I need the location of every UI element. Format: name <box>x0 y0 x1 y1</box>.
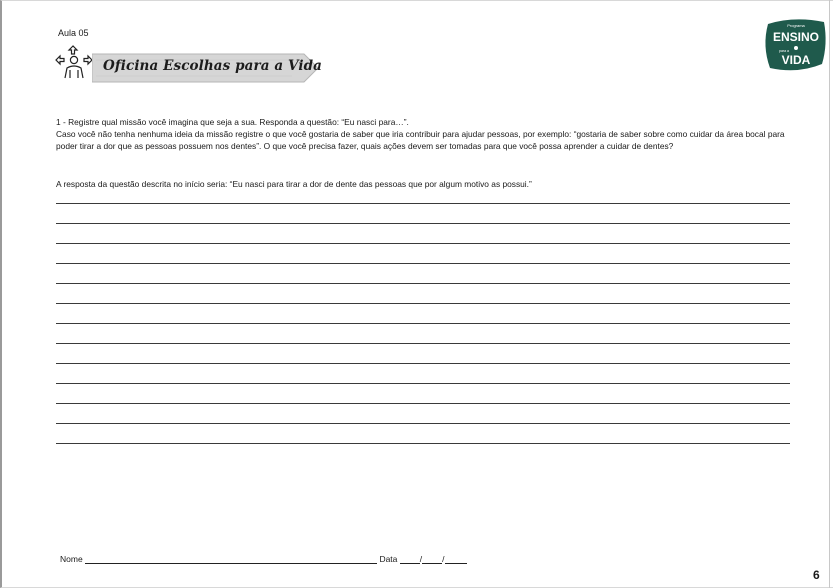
date-year-field[interactable] <box>445 554 467 564</box>
answer-line[interactable] <box>56 283 790 284</box>
answer-lines <box>56 203 790 463</box>
person-choices-icon <box>54 44 94 80</box>
instructions <box>56 116 792 152</box>
answer-line[interactable] <box>56 323 790 324</box>
footer <box>60 554 467 564</box>
logo-top-text: Programa <box>787 23 805 28</box>
answer-line[interactable] <box>56 203 790 204</box>
logo-middle-text: para a <box>779 49 789 53</box>
answer-intro: A resposta da questão descrita no início seria: “Eu nasci para tirar a dor de dente das pessoas que por algum motivo as possui.” <box>56 179 532 189</box>
answer-line[interactable] <box>56 363 790 364</box>
page-title: Oficina Escolhas para a Vida <box>103 58 322 74</box>
name-field[interactable] <box>85 554 377 564</box>
logo-line1: ENSINO <box>772 30 820 44</box>
answer-line[interactable] <box>56 263 790 264</box>
name-label: Nome <box>60 554 83 564</box>
answer-line[interactable] <box>56 343 790 344</box>
date-month-field[interactable] <box>419 554 445 564</box>
answer-line[interactable] <box>56 423 790 424</box>
date-separator: / <box>442 554 445 564</box>
page-number: 6 <box>813 568 820 582</box>
answer-line[interactable] <box>56 403 790 404</box>
date-label: Data <box>379 554 398 564</box>
answer-line[interactable] <box>56 243 790 244</box>
date-separator: / <box>419 554 423 564</box>
answer-line[interactable] <box>56 303 790 304</box>
instruction-details: Caso você não tenha nenhuma ideia da missão registre o que você gostaria de saber que iria contribuir para ajudar pessoas, por exemplo: “gostaria de saber sobre como cuidar da área bocal para poder tirar a dor que as pessoas possuem nos dentes”. O que você precisa fazer, quais ações devem ser tomadas para que você possa aprender a cuidar de dentes? <box>56 129 785 151</box>
date-day-field[interactable] <box>400 554 423 564</box>
answer-line[interactable] <box>56 443 790 444</box>
answer-line[interactable] <box>56 383 790 384</box>
page-edge <box>829 0 830 588</box>
answer-line[interactable] <box>56 223 790 224</box>
lesson-label: Aula 05 <box>58 28 89 38</box>
logo-line2: VIDA <box>781 53 811 67</box>
program-logo <box>758 14 830 76</box>
instruction-question: 1 - Registre qual missão você imagina que seja a sua. Responda a questão: “Eu nasci para…”. <box>56 117 409 127</box>
